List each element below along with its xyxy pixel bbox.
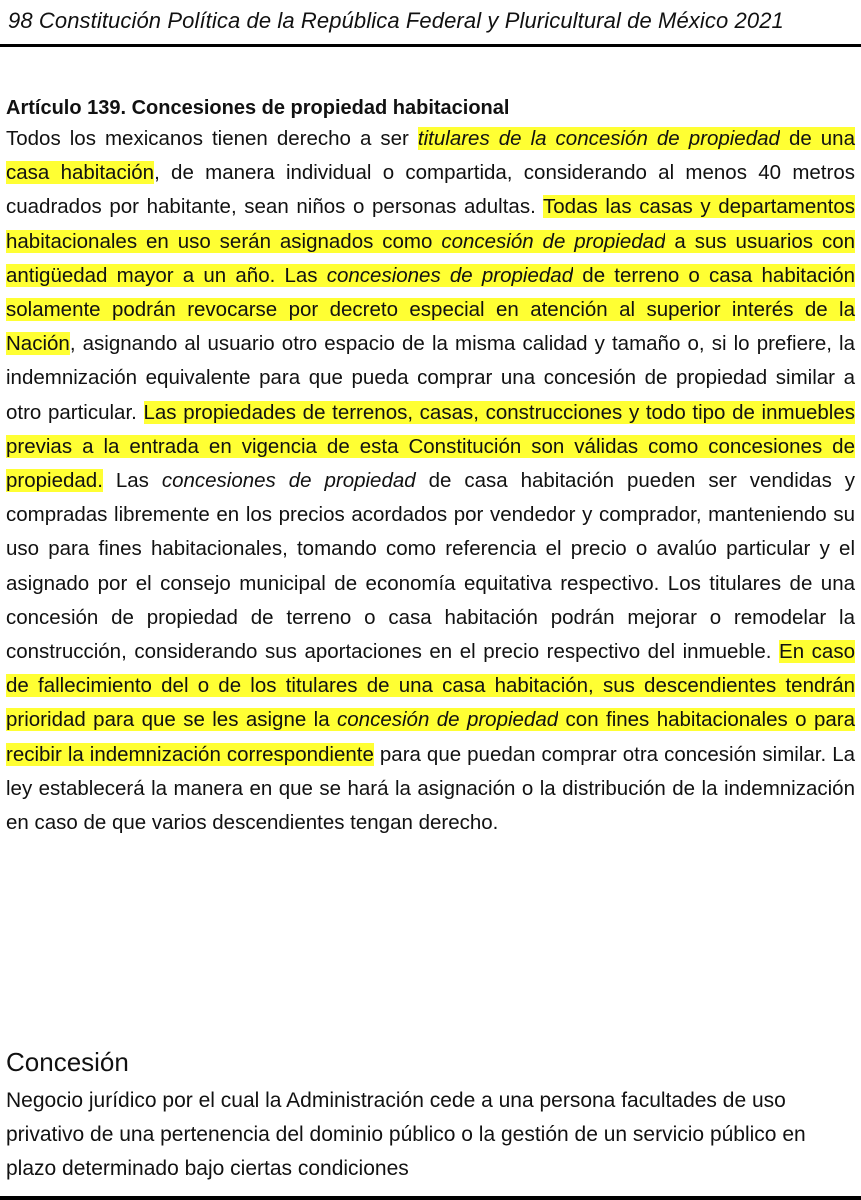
article-section	[6, 94, 855, 840]
bottom-rule	[0, 1196, 861, 1200]
text-segment: , asignando al usuario otro espacio de la misma calidad y tamaño o, si lo prefiere, la indemnización equivalente para que pueda comprar una concesión de propiedad similar a otro particular.	[6, 332, 855, 424]
highlighted-text: concesión de propiedad	[337, 708, 559, 732]
highlighted-text: En caso de fallecimiento del o de los titulares de una casa habitación, sus descendientes tendrán prioridad para que se les asigne la	[6, 640, 855, 732]
text-segment: Todos los mexicanos tienen derecho a ser	[6, 127, 418, 150]
header-title: 98 Constitución Política de la República Federal y Pluricultural de México 2021	[8, 8, 784, 33]
highlighted-text: a sus usuarios con antigüedad mayor a un año. Las	[6, 229, 856, 287]
text-segment: para que puedan comprar otra concesión similar. La ley establecerá la manera en que se hará la asignación o la distribución de la indemnización en caso de que varios descendientes tengan derecho.	[6, 742, 856, 835]
definition-body: Negocio jurídico por el cual la Administración cede a una persona facultades de uso privativo de una pertenencia del dominio público o la gestión de un servicio público en plazo determinado bajo ciertas condiciones	[6, 1089, 806, 1180]
highlighted-text: Las propiedades de terrenos, casas, construcciones y todo tipo de inmuebles previas a la entrada en vigencia de esta Constitución son válidas como concesiones de propiedad.	[6, 400, 855, 493]
highlighted-text: concesión de propiedad	[441, 229, 666, 253]
article-title: Artículo 139. Concesiones de propiedad habitacional	[6, 97, 510, 119]
definition-section	[6, 1044, 855, 1186]
italic-text: concesiones de propiedad	[161, 469, 416, 493]
text-segment: Las	[102, 469, 162, 493]
article-body	[6, 122, 855, 840]
highlighted-text: titulares de la concesión de propiedad	[417, 127, 780, 150]
highlighted-text: concesiones de propiedad	[326, 263, 574, 287]
highlighted-text: con fines habitacionales o para recibir la indemnización correspondiente	[6, 708, 855, 766]
highlighted-text: de una casa habitación	[6, 127, 855, 185]
definition-title: Concesión	[6, 1047, 129, 1077]
text-segment: , de manera individual o compartida, considerando al menos 40 metros cuadrados por habitante, sean niños o personas adultas.	[6, 161, 855, 219]
highlighted-text: de terreno o casa habitación solamente podrán revocarse por decreto especial en atención al superior interés de la Nación	[6, 263, 855, 356]
text-segment: de casa habitación pueden ser vendidas y compradas libremente en los precios acordados por vendedor y comprador, manteniendo su uso para fines habitacionales, tomando como referencia el precio o avalúo particular y el asignado por el consejo municipal de economía equitativa respectivo. Los titulares de una concesión de propiedad de terreno o casa habitación podrán mejorar o remodelar la construcción, considerando sus aportaciones en el precio respectivo del inmueble.	[6, 469, 856, 664]
highlighted-text: Todas las casas y departamentos habitacionales en uso serán asignados como	[6, 195, 855, 253]
page-header	[0, 0, 861, 47]
